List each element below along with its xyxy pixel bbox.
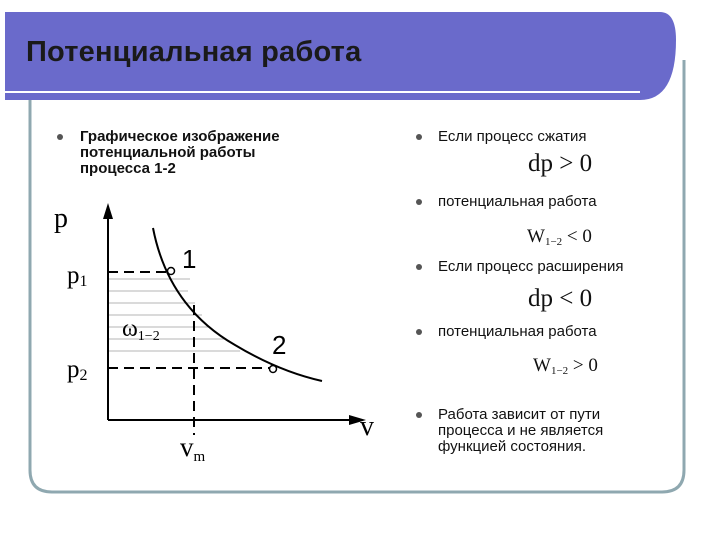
vm-base: v [180,432,194,462]
formula-relation: > 0 [559,150,593,177]
formula-w-positive [533,355,598,377]
formula-sub: 1−2 [550,365,569,377]
path-line: процесса и не является [438,422,604,439]
point-2-label: 2 [272,330,287,360]
caption-line: потенциальной работы [80,144,256,161]
vm-sub: m [193,449,206,465]
p2-sub: 2 [79,367,88,384]
y-axis-arrow [103,203,113,219]
item-work-text-2: потенциальная работа [438,323,597,340]
bullet-right-2 [416,199,422,205]
point-1-label: 1 [182,244,197,274]
x-axis-label: v [360,411,374,442]
point-1-marker [168,268,175,275]
bullet-left [57,134,63,140]
bullet-right-3 [416,264,422,270]
p1-label [67,262,88,290]
y-axis-label: p [54,203,68,234]
p1-base: p [67,262,80,289]
formula-dp-positive [528,150,592,178]
p2-label [67,356,88,384]
formula-relation: > 0 [572,355,598,376]
item-compression-text: Если процесс сжатия [438,128,587,145]
omega-label [122,316,160,344]
formula-sub: 1−2 [544,236,563,248]
p1-sub: 1 [79,273,88,290]
formula-dp-negative [528,285,592,313]
vm-label [180,432,206,465]
caption-line: процесса 1-2 [80,160,176,177]
point-2-marker [270,366,277,373]
omega-base: ω [122,316,138,342]
formula-base: dp [528,285,553,312]
item-path-dependence [438,407,678,455]
formula-w-negative [527,226,592,248]
bullet-right-4 [416,329,422,335]
formula-relation: < 0 [559,285,593,312]
formula-base: W [527,226,545,247]
omega-sub: 1−2 [137,329,160,344]
formula-relation: < 0 [566,226,592,247]
slide-title: Потенциальная работа [26,36,362,68]
graph-caption [80,129,380,177]
process-curve [153,228,322,381]
formula-base: W [533,355,551,376]
bullet-right-1 [416,134,422,140]
path-line: функцией состояния. [438,438,587,455]
path-line: Работа зависит от пути [438,406,601,423]
item-expansion-text: Если процесс расширения [438,258,624,275]
item-work-text-1: потенциальная работа [438,193,597,210]
formula-base: dp [528,150,553,177]
bullet-right-5 [416,412,422,418]
pv-diagram [40,195,400,470]
caption-line: Графическое изображение [80,128,280,145]
p2-base: p [67,356,80,383]
